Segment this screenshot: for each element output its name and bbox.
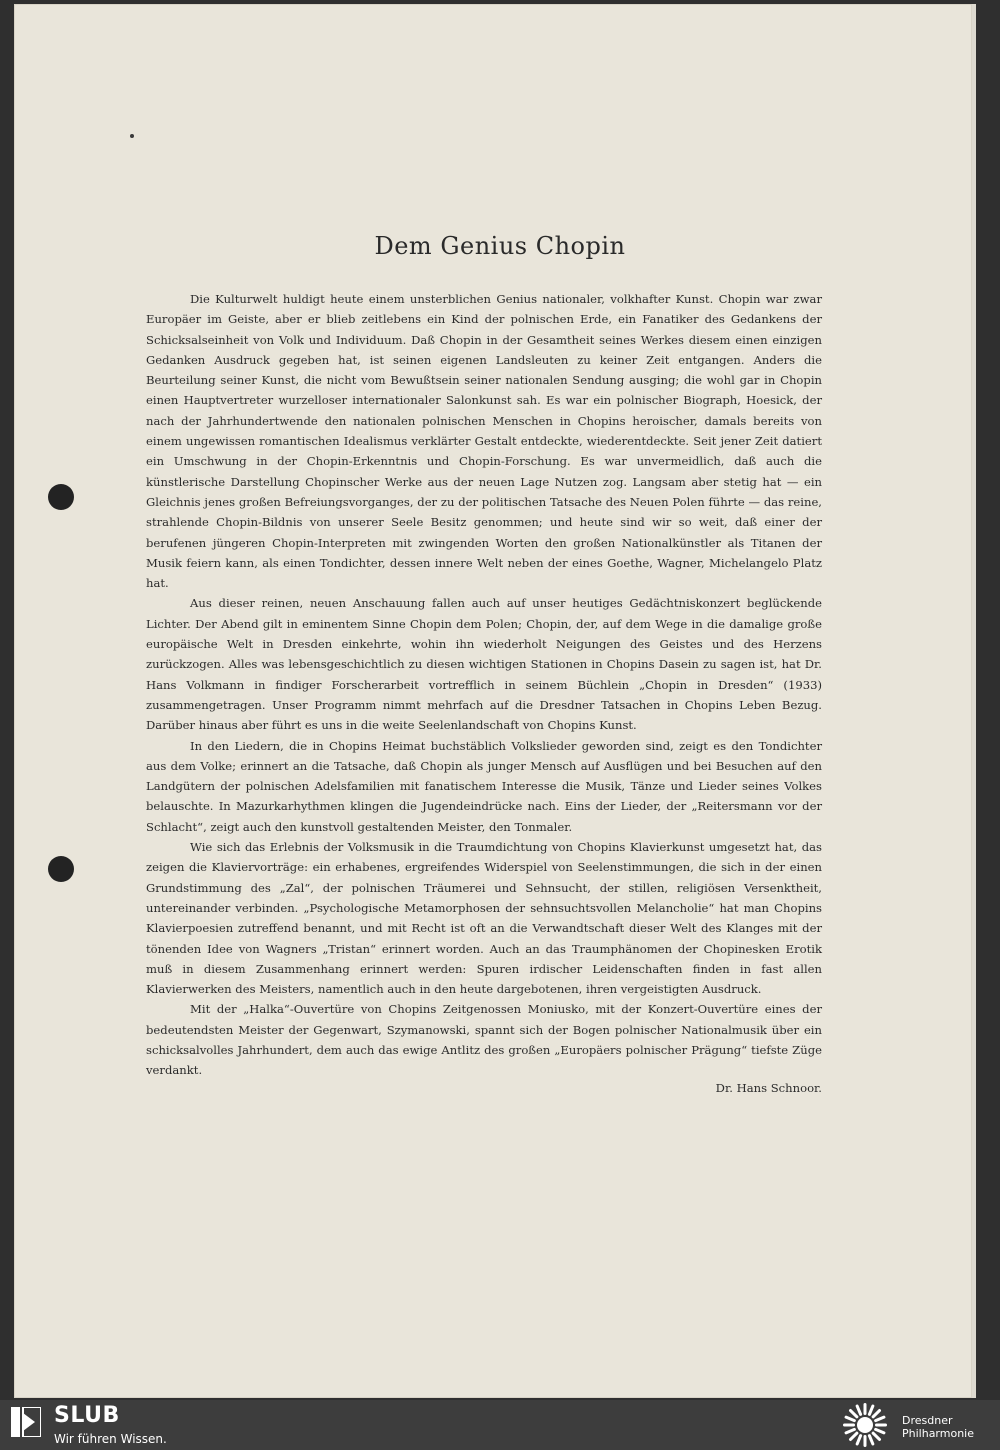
slub-logo-icon[interactable] [11,1407,41,1437]
author-signature: Dr. Hans Schnoor. [715,1081,822,1095]
punch-hole-top [48,484,74,510]
paragraph: Aus dieser reinen, neuen Anschauung fallen auch auf unser heutiges Gedächtniskonzert beglückende Lichter. Der Abend gilt in eminentem Sinne Chopin dem Polen; Chopin, der, auf dem Wege in die damalige große europäische Welt in Dresden einkehrte, wohin ihn wiederholt Neigungen des Geistes und des Herzens zurückzogen. Alles was lebensgeschichtlich zu diesen wichtigen Stationen in Chopins Dasein zu sagen ist, hat Dr. Hans Volkmann in findiger Forscherarbeit vortrefflich in seinem Büchlein „Chopin in Dresden“ (1933) zusammengetragen. Unser Programm nimmt mehrfach auf die Dresdner Tatsachen in Chopins Leben Bezug. Darüber hinaus aber führt es uns in die weite Seelenlandschaft von Chopins Kunst. [146,596,822,733]
partner-name-line1: Dresdner [902,1414,953,1427]
slub-tagline: Wir führen Wissen. [54,1432,167,1446]
paragraph: Mit der „Halka“-Ouvertüre von Chopins Zeitgenossen Moniusko, mit der Konzert-Ouvertüre eines der bedeutendsten Meister der Gegenwart, Szymanowski, spannt sich der Bogen polnischer Nationalmusik über ein schicksalvolles Jahrhundert, dem auch das ewige Antlitz des großen „Europäers polnischer Prägung“ tiefste Züge verdankt. [146,1002,822,1078]
punch-hole-bottom [48,856,74,882]
dresdner-philharmonie-logo-icon[interactable] [842,1402,888,1448]
partner-name-line2: Philharmonie [902,1427,974,1440]
paragraph: Die Kulturwelt huldigt heute einem unsterblichen Genius nationaler, volkhafter Kunst. Chopin war zwar Europäer im Geiste, aber er blieb zeitlebens ein Kind der polnischen Erde, ein Fanatiker des Gedankens der Schicksalseinheit von Volk und Individuum. Daß Chopin in der Gesamtheit seines Werkes diesem einen einzigen Gedanken Ausdruck gegeben hat, ist seinen eigenen Landsleuten zu keiner Zeit entgangen. Anders die Beurteilung seiner Kunst, die nicht vom Bewußtsein seiner nationalen Sendung ausging; die wohl gar in Chopin einen Hauptvertreter wurzelloser internationaler Salonkunst sah. Es war ein polnischer Biograph, Hoesick, der nach der Jahrhundertwende den nationalen polnischen Menschen in Chopins heroischer, damals bereits von einem ungewissen romantischen Idealismus verklärter Gestalt entdeckte, wiederentdeckte. Seit jener Zeit datiert ein Umschwung in der Chopin-Erkenntnis und Chopin-Forschung. Es war unvermeidlich, daß auch die künstlerische Darstellung Chopinscher Werke aus der neuen Lage Nutzen zog. Langsam aber stetig hat — ein Gleichnis jenes großen Befreiungsvorganges, der zu der politischen Tatsache des Neuen Polen führte — das reine, strahlende Chopin-Bildnis von unserer Seele Besitz genommen; und heute sind wir so weit, daß einer der berufenen jüngeren Chopin-Interpreten mit zwingenden Worten den großen Nationalkünstler als Titanen der Musik feiern kann, als einen Tondichter, dessen innere Welt neben der eines Goethe, Wagner, Michelangelo Platz hat. [146,292,822,591]
slub-name[interactable]: SLUB [54,1403,120,1428]
paragraph: In den Liedern, die in Chopins Heimat buchstäblich Volkslieder geworden sind, zeigt es den Tondichter aus dem Volke; erinnert an die Tatsache, daß Chopin als junger Mensch auf Ausflügen und bei Besuchen auf den Landgütern der polnischen Adelsfamilien mit fanatischem Interesse die Musik, Tänze und Lieder seines Volkes belauschte. In Mazurkarhythmen klingen die Jugendeindrücke nach. Eins der Lieder, der „Reitersmann vor der Schlacht“, zeigt auch den kunstvoll gestaltenden Meister, den Tonmaler. [146,738,822,834]
page-edge [972,4,976,1398]
partner-name[interactable] [902,1414,974,1440]
document-body [146,289,822,1081]
document-title: Dem Genius Chopin [374,232,626,260]
paragraph: Wie sich das Erlebnis der Volksmusik in die Traumdichtung von Chopins Klavierkunst umgesetzt hat, das zeigen die Klaviervorträge: ein erhabenes, ergreifendes Widerspiel von Seelenstimmungen, die sich in der einen Grundstimmung des „Zal“, der polnischen Träumerei und Sehnsucht, der stillen, religiösen Versenktheit, untereinander verbinden. „Psychologische Metamorphosen der sehnsuchtsvollen Melancholie“ hat man Chopins Klavierpoesien zutreffend benannt, und mit Recht ist oft an die Verwandtschaft dieser Welt des Klanges mit der tönenden Idee von Wagners „Tristan“ erinnert worden. Auch an das Traumphänomen der Chopinesken Erotik muß in diesem Zusammenhang erinnert werden: Spuren irdischer Leidenschaften finden in fast allen Klavierwerken des Meisters, namentlich auch in den heute dargebotenen, ihren vergeistigten Ausdruck. [146,840,822,997]
ink-dot [130,134,134,138]
